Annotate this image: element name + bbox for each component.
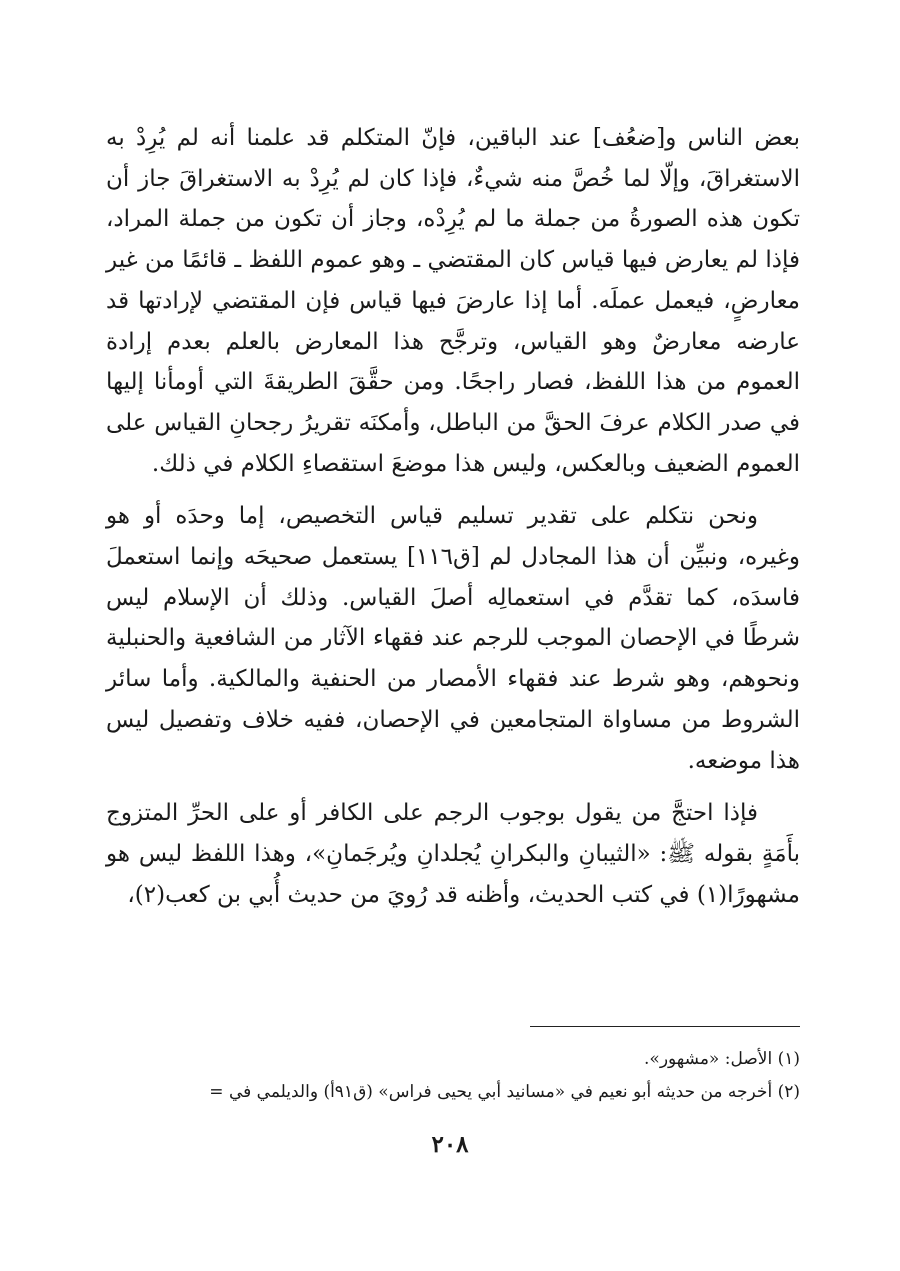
footnote-1: (١) الأصل: «مشهور». (644, 1049, 800, 1069)
footnote-2: (٢) أخرجه من حديثه أبو نعيم في «مسانيد أبي يحيى فراس» (ق٩١أ) والديلمي في = (209, 1082, 800, 1102)
paragraph-3: فإذا احتجَّ من يقول بوجوب الرجم على الكافر أو على الحرِّ المتزوج بأَمَةٍ بقوله ﷺ: «الثيبانِ والبكرانِ يُجلدانِ ويُرجَمانِ»، وهذا اللفظ ليس هو مشهورًا(١) في كتب الحديث، وأظنه قد رُويَ من حديث أُبي بن كعب(٢)، (106, 800, 800, 908)
paragraph-1: بعض الناس و[ضعُف] عند الباقين، فإنّ المتكلم قد علمنا أنه لم يُرِدْ به الاستغراقَ، وإلّا لما خُصَّ منه شيءٌ، فإذا كان لم يُرِدْ به الاستغراقَ جاز أن تكون هذه الصورةُ من جملة ما لم يُرِدْه، وجاز أن تكون من جملة المراد، فإذا لم يعارض فيها قياس كان المقتضي ـ وهو عموم اللفظ ـ قائمًا من غير معارضٍ، فيعمل عملَه. أما إذا عارضَ فيها قياس فإن المقتضي لإرادتها قد عارضه معارضٌ وهو القياس، وترجَّح هذا المعارض بالعلم بعدم إرادة العموم من هذا اللفظ، فصار راجحًا. ومن حقَّقَ الطريقةَ التي أومأنا إليها في صدر الكلام عرفَ الحقَّ من الباطل، وأمكنَه تقريرُ رجحانِ القياس على العموم الضعيف وبالعكس، وليس هذا موضعَ استقصاءِ الكلام في ذلك. (106, 125, 800, 477)
footnote-separator (530, 1026, 800, 1027)
page-number: ٢٠٨ (431, 1131, 469, 1158)
footnotes (106, 1043, 800, 1109)
paragraph-2: ونحن نتكلم على تقدير تسليم قياس التخصيص، إما وحدَه أو هو وغيره، ونبيِّن أن هذا المجادل لم [ق١١٦] يستعمل صحيحَه وإنما استعملَ فاسدَه، كما تقدَّم في استعمالِه أصلَ القياس. وذلك أن الإسلام ليس شرطًا في الإحصان الموجب للرجم عند فقهاء الآثار من الشافعية والحنبلية ونحوهم، وهو شرط عند فقهاء الأمصار من الحنفية والمالكية. وأما سائر الشروط من مساواة المتجامعين في الإحصان، ففيه خلاف وتفصيل ليس هذا موضعه. (106, 503, 800, 774)
main-text (106, 118, 800, 915)
